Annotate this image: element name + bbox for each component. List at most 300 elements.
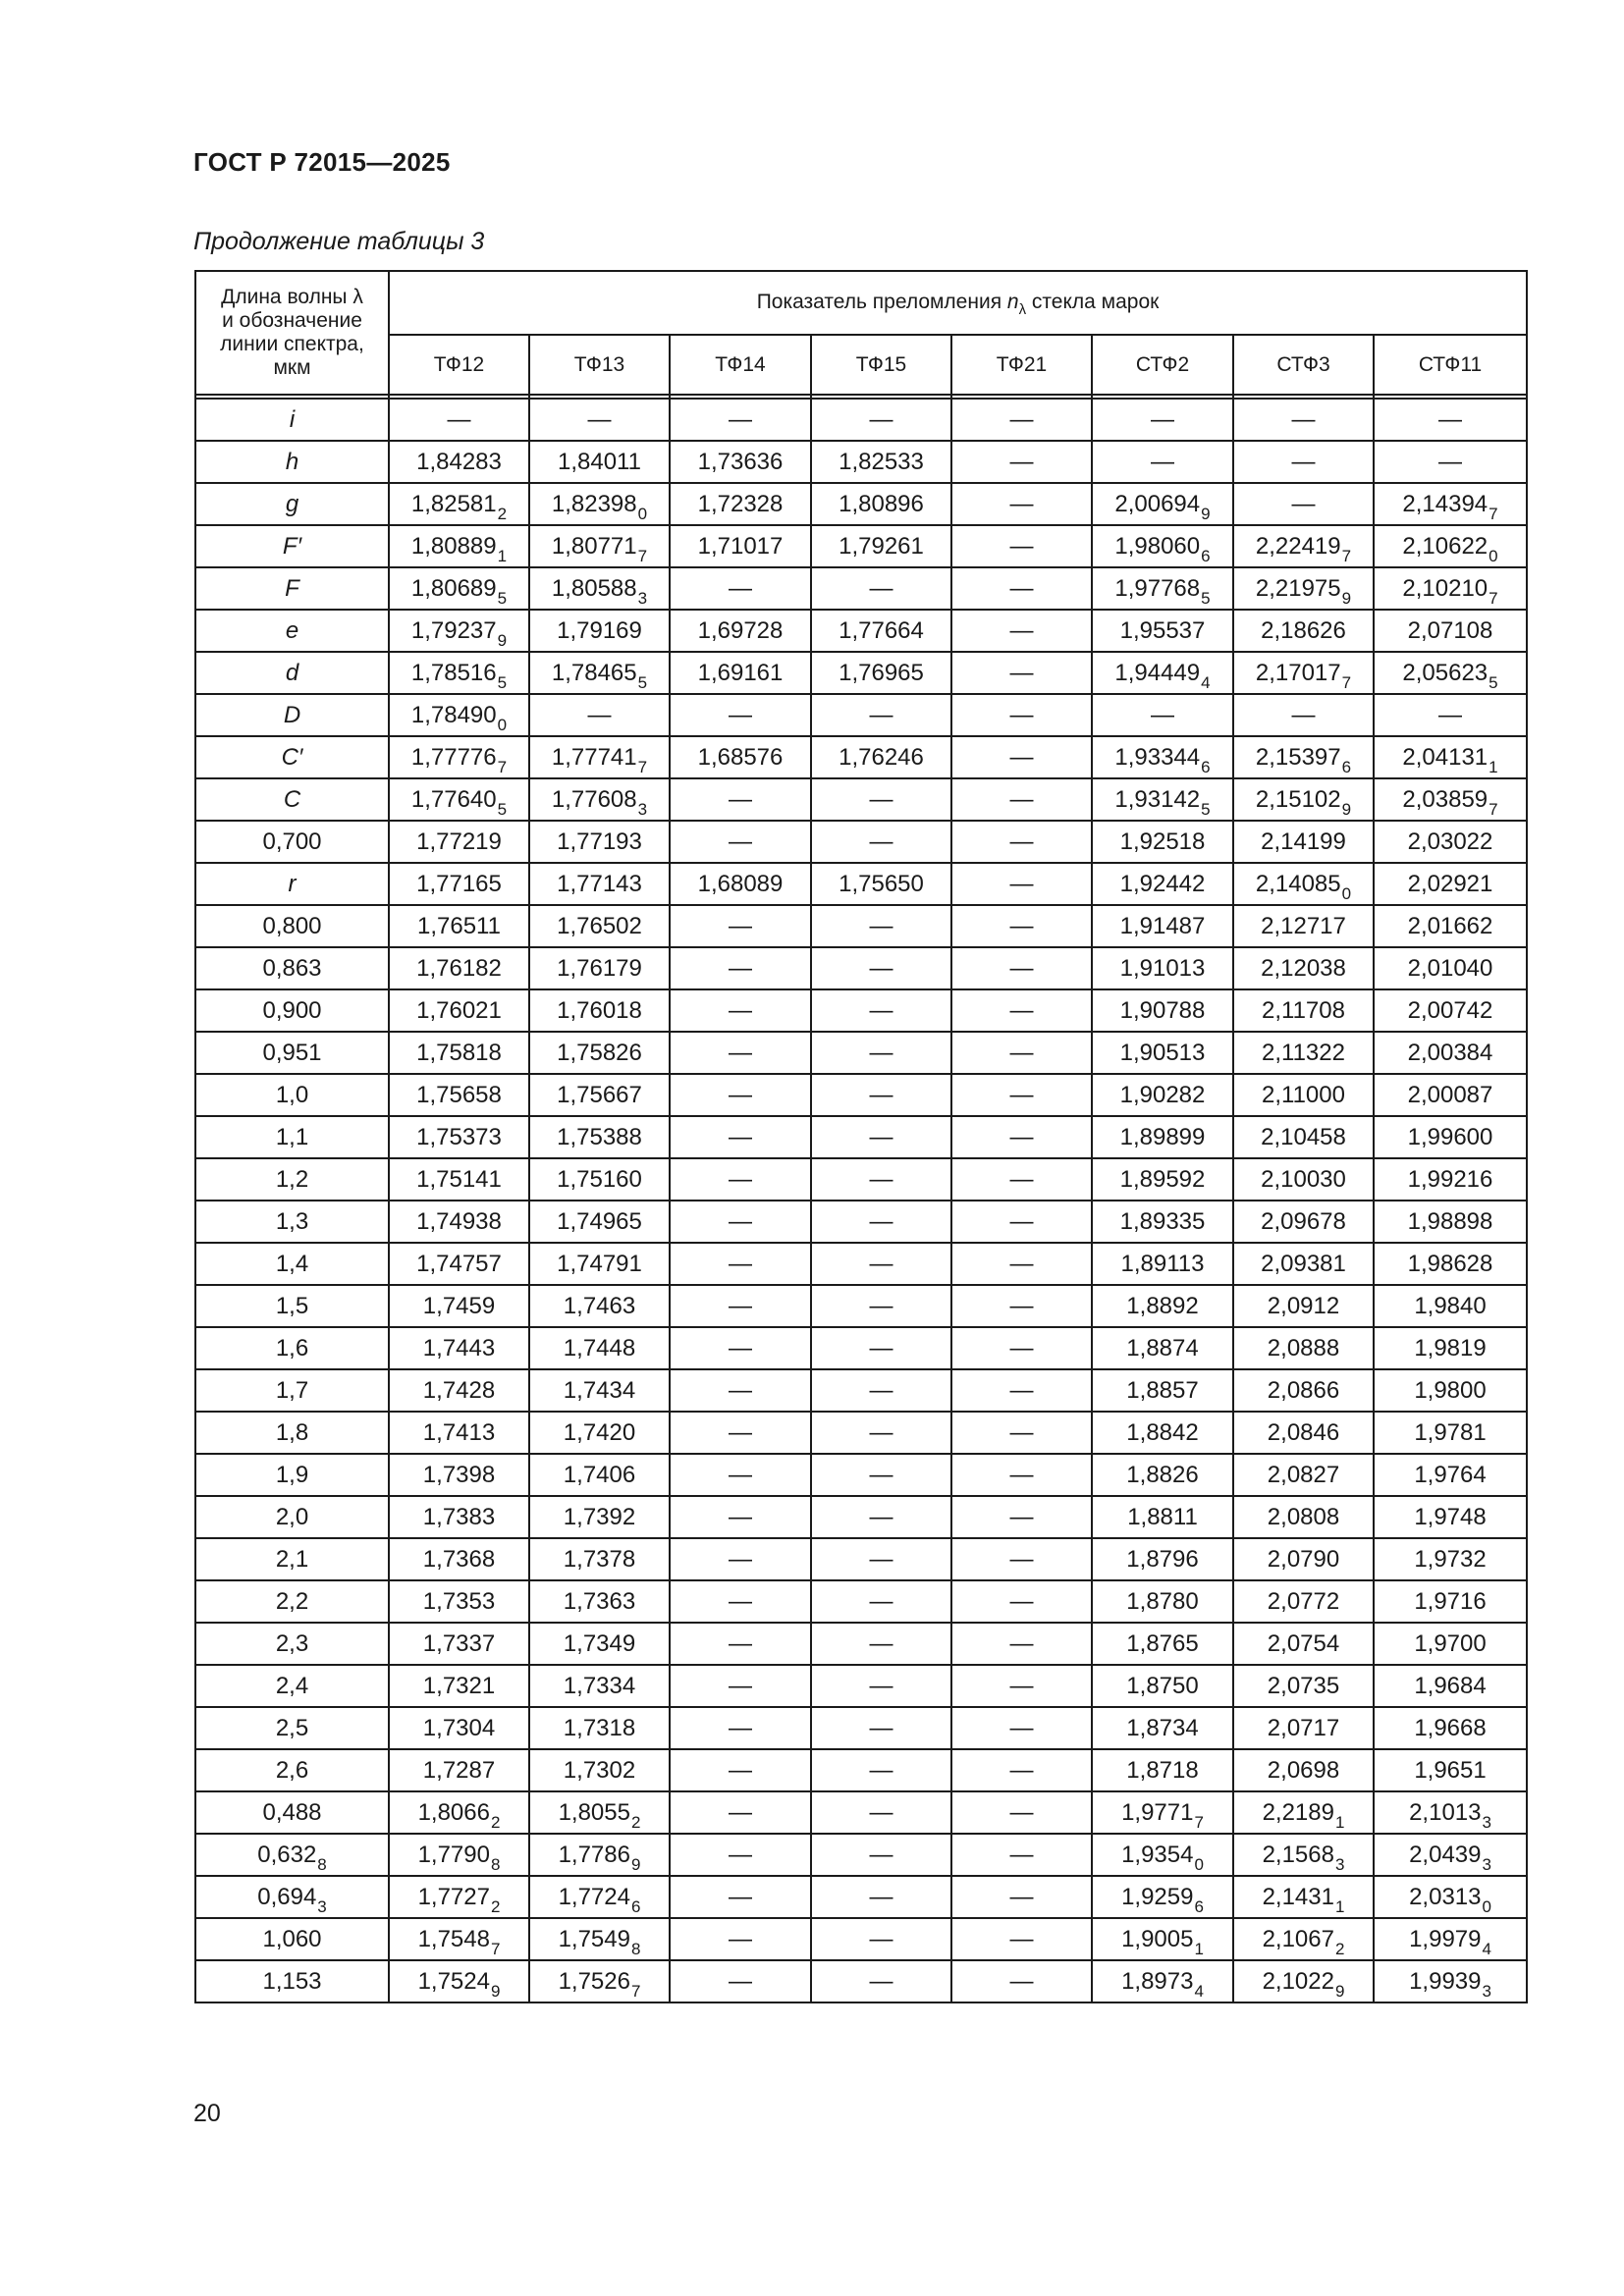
cell-value: 2,0717 xyxy=(1267,1714,1340,1741)
table-cell xyxy=(389,1116,529,1158)
table-row xyxy=(195,1918,1527,1960)
cell-value: — xyxy=(869,1629,893,1657)
wavelength-label xyxy=(195,1707,389,1749)
cell-value: 1,74965 xyxy=(557,1207,642,1235)
table-cell xyxy=(389,1074,529,1116)
cell-value: 0,951 xyxy=(262,1039,322,1066)
wavelength-label xyxy=(195,1623,389,1665)
group-header-prefix: Показатель преломления xyxy=(756,290,1007,313)
cell-value: — xyxy=(1009,828,1034,855)
table-cell xyxy=(951,736,1092,778)
cell-value: 2,10210 xyxy=(1402,574,1489,602)
table-cell xyxy=(529,610,670,652)
cell-value: 1,9732 xyxy=(1414,1545,1487,1573)
table-cell xyxy=(1233,652,1374,694)
cell-value: — xyxy=(729,1967,752,1995)
cell-value: 1,90282 xyxy=(1119,1081,1206,1108)
table-cell xyxy=(670,1158,811,1201)
table-cell xyxy=(951,989,1092,1032)
cell-value: 1,8734 xyxy=(1126,1714,1199,1741)
wavelength-header-line-3: линии спектра, xyxy=(220,333,364,355)
table-cell xyxy=(811,778,951,821)
table-cell xyxy=(1233,1454,1374,1496)
table-cell xyxy=(811,1538,951,1580)
cell-value: — xyxy=(447,405,471,433)
table-cell xyxy=(811,652,951,694)
table-row xyxy=(195,1749,1527,1791)
table-cell xyxy=(1374,1369,1527,1412)
cell-value: 2,00384 xyxy=(1407,1039,1493,1066)
table-cell xyxy=(529,905,670,947)
cell-value: — xyxy=(729,1207,752,1235)
cell-value: 1,7334 xyxy=(563,1672,636,1699)
table-cell xyxy=(670,1580,811,1623)
cell-value: 2,4 xyxy=(275,1672,309,1699)
cell-value: 1,9819 xyxy=(1414,1334,1487,1362)
table-cell xyxy=(1233,694,1374,736)
cell-value: 1,77741 xyxy=(551,743,637,771)
cell-value: 2,02921 xyxy=(1407,870,1493,897)
table-cell xyxy=(1092,1538,1233,1580)
table-cell xyxy=(1233,1538,1374,1580)
table-cell xyxy=(529,1496,670,1538)
cell-value: 2,1013 xyxy=(1409,1798,1482,1826)
cell-value: — xyxy=(869,1123,893,1150)
table-cell xyxy=(811,1749,951,1791)
table-cell xyxy=(529,1876,670,1918)
table-cell xyxy=(811,1158,951,1201)
cell-subscript-digit: 0 xyxy=(497,715,508,734)
table-cell xyxy=(811,441,951,483)
cell-value: 2,0790 xyxy=(1267,1545,1340,1573)
cell-subscript-digit: 3 xyxy=(1334,1854,1345,1874)
cell-value: 2,10030 xyxy=(1261,1165,1346,1193)
table-cell xyxy=(389,863,529,905)
cell-value: 1,75658 xyxy=(416,1081,502,1108)
cell-value: — xyxy=(729,574,752,602)
table-cell xyxy=(1233,1327,1374,1369)
cell-value: 1,7287 xyxy=(422,1756,496,1784)
cell-subscript-digit: 9 xyxy=(1341,588,1352,608)
cell-value: 1,90788 xyxy=(1119,996,1206,1024)
table-cell xyxy=(529,1201,670,1243)
table-cell xyxy=(1092,778,1233,821)
cell-value: — xyxy=(729,1841,752,1868)
table-cell xyxy=(529,1285,670,1327)
table-cell xyxy=(951,1749,1092,1791)
cell-value: — xyxy=(1009,870,1034,897)
cell-subscript-digit: 4 xyxy=(1194,1981,1204,2001)
cell-value: — xyxy=(729,1756,752,1784)
table-cell xyxy=(951,1623,1092,1665)
table-cell xyxy=(811,1918,951,1960)
table-cell xyxy=(811,905,951,947)
cell-value: — xyxy=(1009,490,1034,517)
table-row xyxy=(195,483,1527,525)
table-cell xyxy=(951,1369,1092,1412)
table-cell xyxy=(1092,441,1233,483)
table-cell xyxy=(951,778,1092,821)
table-cell xyxy=(389,1538,529,1580)
table-cell xyxy=(1374,1032,1527,1074)
table-cell xyxy=(811,1665,951,1707)
cell-value: 2,0698 xyxy=(1267,1756,1340,1784)
cell-value: 1,97768 xyxy=(1114,574,1201,602)
cell-subscript-digit: 5 xyxy=(497,672,508,692)
table-cell xyxy=(811,1243,951,1285)
cell-value: 2,0808 xyxy=(1267,1503,1340,1530)
table-cell xyxy=(811,1116,951,1158)
table-row xyxy=(195,441,1527,483)
cell-value: 2,04131 xyxy=(1402,743,1489,771)
cell-value: 1,94449 xyxy=(1114,659,1201,686)
table-cell xyxy=(389,652,529,694)
cell-value: — xyxy=(1009,1798,1034,1826)
table-cell xyxy=(951,1834,1092,1876)
cell-value: 1,82581 xyxy=(410,490,497,517)
table-cell xyxy=(1374,1623,1527,1665)
table-cell xyxy=(1092,905,1233,947)
page-number: 20 xyxy=(193,2100,221,2127)
table-cell xyxy=(389,1369,529,1412)
cell-value: — xyxy=(1009,1756,1034,1784)
table-cell xyxy=(1092,1116,1233,1158)
wavelength-label xyxy=(195,1369,389,1412)
table-cell xyxy=(1233,989,1374,1032)
cell-value: 1,7724 xyxy=(558,1883,630,1910)
cell-subscript-digit: 0 xyxy=(1489,546,1498,565)
wavelength-label xyxy=(195,1327,389,1369)
cell-value: — xyxy=(1009,1334,1034,1362)
cell-value: i xyxy=(289,405,296,433)
table-cell xyxy=(389,1032,529,1074)
table-cell xyxy=(529,1665,670,1707)
cell-subscript-digit: 0 xyxy=(637,504,648,523)
cell-value: 2,05623 xyxy=(1402,659,1489,686)
cell-value: 2,00087 xyxy=(1407,1081,1493,1108)
cell-value: 1,78490 xyxy=(410,701,497,728)
table-cell xyxy=(670,821,811,863)
table-cell xyxy=(1092,1791,1233,1834)
table-cell xyxy=(1374,1454,1527,1496)
cell-value: 1,82398 xyxy=(551,490,637,517)
table-cell xyxy=(1092,863,1233,905)
table-cell xyxy=(529,652,670,694)
table-cell xyxy=(1233,821,1374,863)
cell-subscript-digit: 5 xyxy=(1489,672,1498,692)
table-cell xyxy=(1092,1369,1233,1412)
cell-value: 1,7434 xyxy=(563,1376,636,1404)
wavelength-label xyxy=(195,1960,389,2002)
wavelength-label xyxy=(195,1918,389,1960)
table-cell xyxy=(1233,1074,1374,1116)
cell-value: 1,76511 xyxy=(417,912,501,939)
table-cell xyxy=(1374,1918,1527,1960)
table-cell xyxy=(529,778,670,821)
wavelength-label xyxy=(195,1538,389,1580)
table-cell xyxy=(811,736,951,778)
cell-value: 1,71017 xyxy=(697,532,784,560)
cell-value: 2,11000 xyxy=(1262,1081,1345,1108)
cell-value: 2,2189 xyxy=(1262,1798,1334,1826)
table-cell xyxy=(811,1285,951,1327)
cell-value: 1,8811 xyxy=(1127,1503,1198,1530)
cell-value: 2,0772 xyxy=(1267,1587,1340,1615)
table-cell xyxy=(1374,567,1527,610)
table-cell xyxy=(811,863,951,905)
cell-value: 2,0827 xyxy=(1267,1461,1340,1488)
table-cell xyxy=(1233,1876,1374,1918)
cell-value: 1,9840 xyxy=(1414,1292,1487,1319)
table-cell xyxy=(951,652,1092,694)
cell-value: 1,84011 xyxy=(558,448,641,475)
cell-value: 1,8066 xyxy=(417,1798,490,1826)
table-cell xyxy=(389,1285,529,1327)
cell-value: — xyxy=(869,1207,893,1235)
refractive-index-table xyxy=(194,270,1528,2003)
table-cell xyxy=(529,483,670,525)
table-row xyxy=(195,778,1527,821)
cell-value: — xyxy=(729,405,752,433)
table-cell xyxy=(1092,567,1233,610)
cell-value: — xyxy=(1151,405,1174,433)
cell-value: — xyxy=(1009,1123,1034,1150)
table-cell xyxy=(1092,989,1233,1032)
wavelength-label xyxy=(195,567,389,610)
cell-value: — xyxy=(729,1798,752,1826)
table-cell xyxy=(389,1834,529,1876)
cell-value: — xyxy=(1009,1039,1034,1066)
table-cell xyxy=(951,1707,1092,1749)
wavelength-label xyxy=(195,1158,389,1201)
table-cell xyxy=(1233,1116,1374,1158)
wavelength-label xyxy=(195,483,389,525)
cell-value: 0,694 xyxy=(257,1883,317,1910)
table-cell xyxy=(1374,778,1527,821)
cell-subscript-digit: 9 xyxy=(1201,504,1211,523)
table-cell xyxy=(389,1454,529,1496)
cell-value: 2,0754 xyxy=(1267,1629,1340,1657)
table-cell xyxy=(529,1834,670,1876)
table-cell xyxy=(1233,1285,1374,1327)
table-cell xyxy=(951,1876,1092,1918)
cell-value: — xyxy=(1291,405,1316,433)
wavelength-label xyxy=(195,1791,389,1834)
group-header-lambda: λ xyxy=(1018,300,1027,318)
cell-subscript-digit: 6 xyxy=(1201,546,1211,565)
cell-value: 1,80896 xyxy=(839,490,924,517)
cell-value: 1,92442 xyxy=(1119,870,1206,897)
cell-value: — xyxy=(1009,1629,1034,1657)
cell-value: 1,060 xyxy=(262,1925,322,1952)
table-row xyxy=(195,1665,1527,1707)
cell-value: 1,75818 xyxy=(416,1039,502,1066)
cell-subscript-digit: 5 xyxy=(497,799,508,819)
cell-value: — xyxy=(1009,1376,1034,1404)
table-cell xyxy=(1374,1876,1527,1918)
table-cell xyxy=(670,1749,811,1791)
cell-value: — xyxy=(869,1081,893,1108)
table-cell xyxy=(670,947,811,989)
cell-value: 1,7524 xyxy=(417,1967,490,1995)
table-cell xyxy=(529,1791,670,1834)
cell-value: 1,7463 xyxy=(563,1292,636,1319)
cell-value: 1,7302 xyxy=(563,1756,636,1784)
table-cell xyxy=(670,1918,811,1960)
cell-value: — xyxy=(869,574,893,602)
table-cell xyxy=(1233,778,1374,821)
table-cell xyxy=(389,399,529,441)
cell-value: — xyxy=(869,1672,893,1699)
cell-value: 1,8826 xyxy=(1126,1461,1199,1488)
cell-value: — xyxy=(1009,1925,1034,1952)
table-cell xyxy=(670,1074,811,1116)
wavelength-header-line-2: и обозначение xyxy=(222,309,362,332)
table-row xyxy=(195,1496,1527,1538)
cell-value: — xyxy=(1291,448,1316,475)
cell-value: 1,9764 xyxy=(1414,1461,1487,1488)
table-cell xyxy=(1092,1285,1233,1327)
cell-value: — xyxy=(869,1250,893,1277)
table-cell xyxy=(951,863,1092,905)
table-cell xyxy=(529,441,670,483)
table-cell xyxy=(389,1665,529,1707)
cell-value: 1,92518 xyxy=(1119,828,1206,855)
column-header: СТФ11 xyxy=(1374,335,1527,395)
cell-subscript-digit: 8 xyxy=(317,1854,327,1874)
table-cell xyxy=(811,483,951,525)
cell-value: — xyxy=(729,1039,752,1066)
table-cell xyxy=(1374,905,1527,947)
cell-value: 2,0912 xyxy=(1267,1292,1340,1319)
cell-value: 1,9700 xyxy=(1414,1629,1487,1657)
cell-value: 1,76179 xyxy=(557,954,642,982)
table-cell xyxy=(389,1960,529,2002)
table-cell xyxy=(1092,1876,1233,1918)
cell-value: 1,8750 xyxy=(1126,1672,1199,1699)
table-cell xyxy=(811,694,951,736)
table-row xyxy=(195,1201,1527,1243)
table-cell xyxy=(1233,1707,1374,1749)
cell-value: 1,7413 xyxy=(422,1418,496,1446)
cell-value: 1,9771 xyxy=(1121,1798,1194,1826)
cell-value: r xyxy=(288,870,297,897)
cell-value: 1,89899 xyxy=(1119,1123,1206,1150)
table-cell xyxy=(1374,1074,1527,1116)
cell-value: — xyxy=(729,1250,752,1277)
table-cell xyxy=(670,567,811,610)
table-row xyxy=(195,1158,1527,1201)
cell-subscript-digit: 2 xyxy=(490,1896,501,1916)
table-cell xyxy=(811,1580,951,1623)
cell-value: 2,2 xyxy=(275,1587,309,1615)
cell-value: 1,80588 xyxy=(551,574,637,602)
cell-value: 0,488 xyxy=(262,1798,322,1826)
wavelength-label xyxy=(195,1032,389,1074)
table-cell xyxy=(389,483,529,525)
table-cell xyxy=(670,989,811,1032)
cell-subscript-digit: 3 xyxy=(317,1896,327,1916)
cell-value: 1,93142 xyxy=(1114,785,1201,813)
cell-value: 2,3 xyxy=(275,1629,309,1657)
cell-value: — xyxy=(729,1461,752,1488)
cell-value: 1,2 xyxy=(275,1165,309,1193)
cell-value: 1,75388 xyxy=(557,1123,642,1150)
table-cell xyxy=(1092,1032,1233,1074)
cell-value: 1,74938 xyxy=(416,1207,502,1235)
table-cell xyxy=(1233,863,1374,905)
cell-value: 1,77165 xyxy=(416,870,502,897)
table-row xyxy=(195,1834,1527,1876)
cell-value: — xyxy=(1438,448,1463,475)
table-cell xyxy=(1092,1918,1233,1960)
cell-value: 2,10458 xyxy=(1261,1123,1346,1150)
table-cell xyxy=(811,610,951,652)
column-header: ТФ15 xyxy=(811,335,951,395)
cell-value: 2,17017 xyxy=(1255,659,1341,686)
cell-value: — xyxy=(729,701,752,728)
cell-value: — xyxy=(729,1334,752,1362)
table-cell xyxy=(670,1201,811,1243)
table-cell xyxy=(1374,947,1527,989)
cell-value: 2,09381 xyxy=(1261,1250,1346,1277)
cell-value: 1,7786 xyxy=(558,1841,630,1868)
table-cell xyxy=(1092,1623,1233,1665)
cell-subscript-digit: 7 xyxy=(1489,588,1498,608)
table-cell xyxy=(951,1412,1092,1454)
table-cell xyxy=(1092,1496,1233,1538)
cell-value: 1,8780 xyxy=(1126,1587,1199,1615)
table-cell xyxy=(670,1032,811,1074)
table-cell xyxy=(529,1074,670,1116)
cell-value: 1,9979 xyxy=(1409,1925,1482,1952)
cell-value: D xyxy=(283,701,301,728)
table-cell xyxy=(951,1116,1092,1158)
table-cell xyxy=(951,1285,1092,1327)
table-cell xyxy=(389,1327,529,1369)
cell-subscript-digit: 4 xyxy=(1482,1939,1491,1958)
table-cell xyxy=(811,1074,951,1116)
table-cell xyxy=(529,1369,670,1412)
table-cell xyxy=(951,1791,1092,1834)
table-cell xyxy=(670,1243,811,1285)
cell-value: — xyxy=(1009,996,1034,1024)
table-cell xyxy=(1374,1707,1527,1749)
table-cell xyxy=(670,694,811,736)
table-cell xyxy=(811,1834,951,1876)
cell-value: 1,76182 xyxy=(416,954,502,982)
table-cell xyxy=(1233,1412,1374,1454)
table-cell xyxy=(1233,1496,1374,1538)
table-cell xyxy=(529,694,670,736)
table-cell xyxy=(1233,1960,1374,2002)
table-cell xyxy=(670,483,811,525)
cell-value: — xyxy=(729,1714,752,1741)
cell-subscript-digit: 5 xyxy=(497,588,508,608)
cell-value: 1,7304 xyxy=(422,1714,496,1741)
table-cell xyxy=(1374,1749,1527,1791)
cell-value: 2,22419 xyxy=(1255,532,1341,560)
wavelength-label xyxy=(195,1412,389,1454)
cell-value: — xyxy=(729,1292,752,1319)
cell-value: 1,80771 xyxy=(551,532,637,560)
table-cell xyxy=(811,821,951,863)
table-cell xyxy=(670,1665,811,1707)
cell-value: 1,9684 xyxy=(1414,1672,1487,1699)
table-cell xyxy=(1233,1032,1374,1074)
cell-value: — xyxy=(1151,448,1174,475)
table-cell xyxy=(529,399,670,441)
